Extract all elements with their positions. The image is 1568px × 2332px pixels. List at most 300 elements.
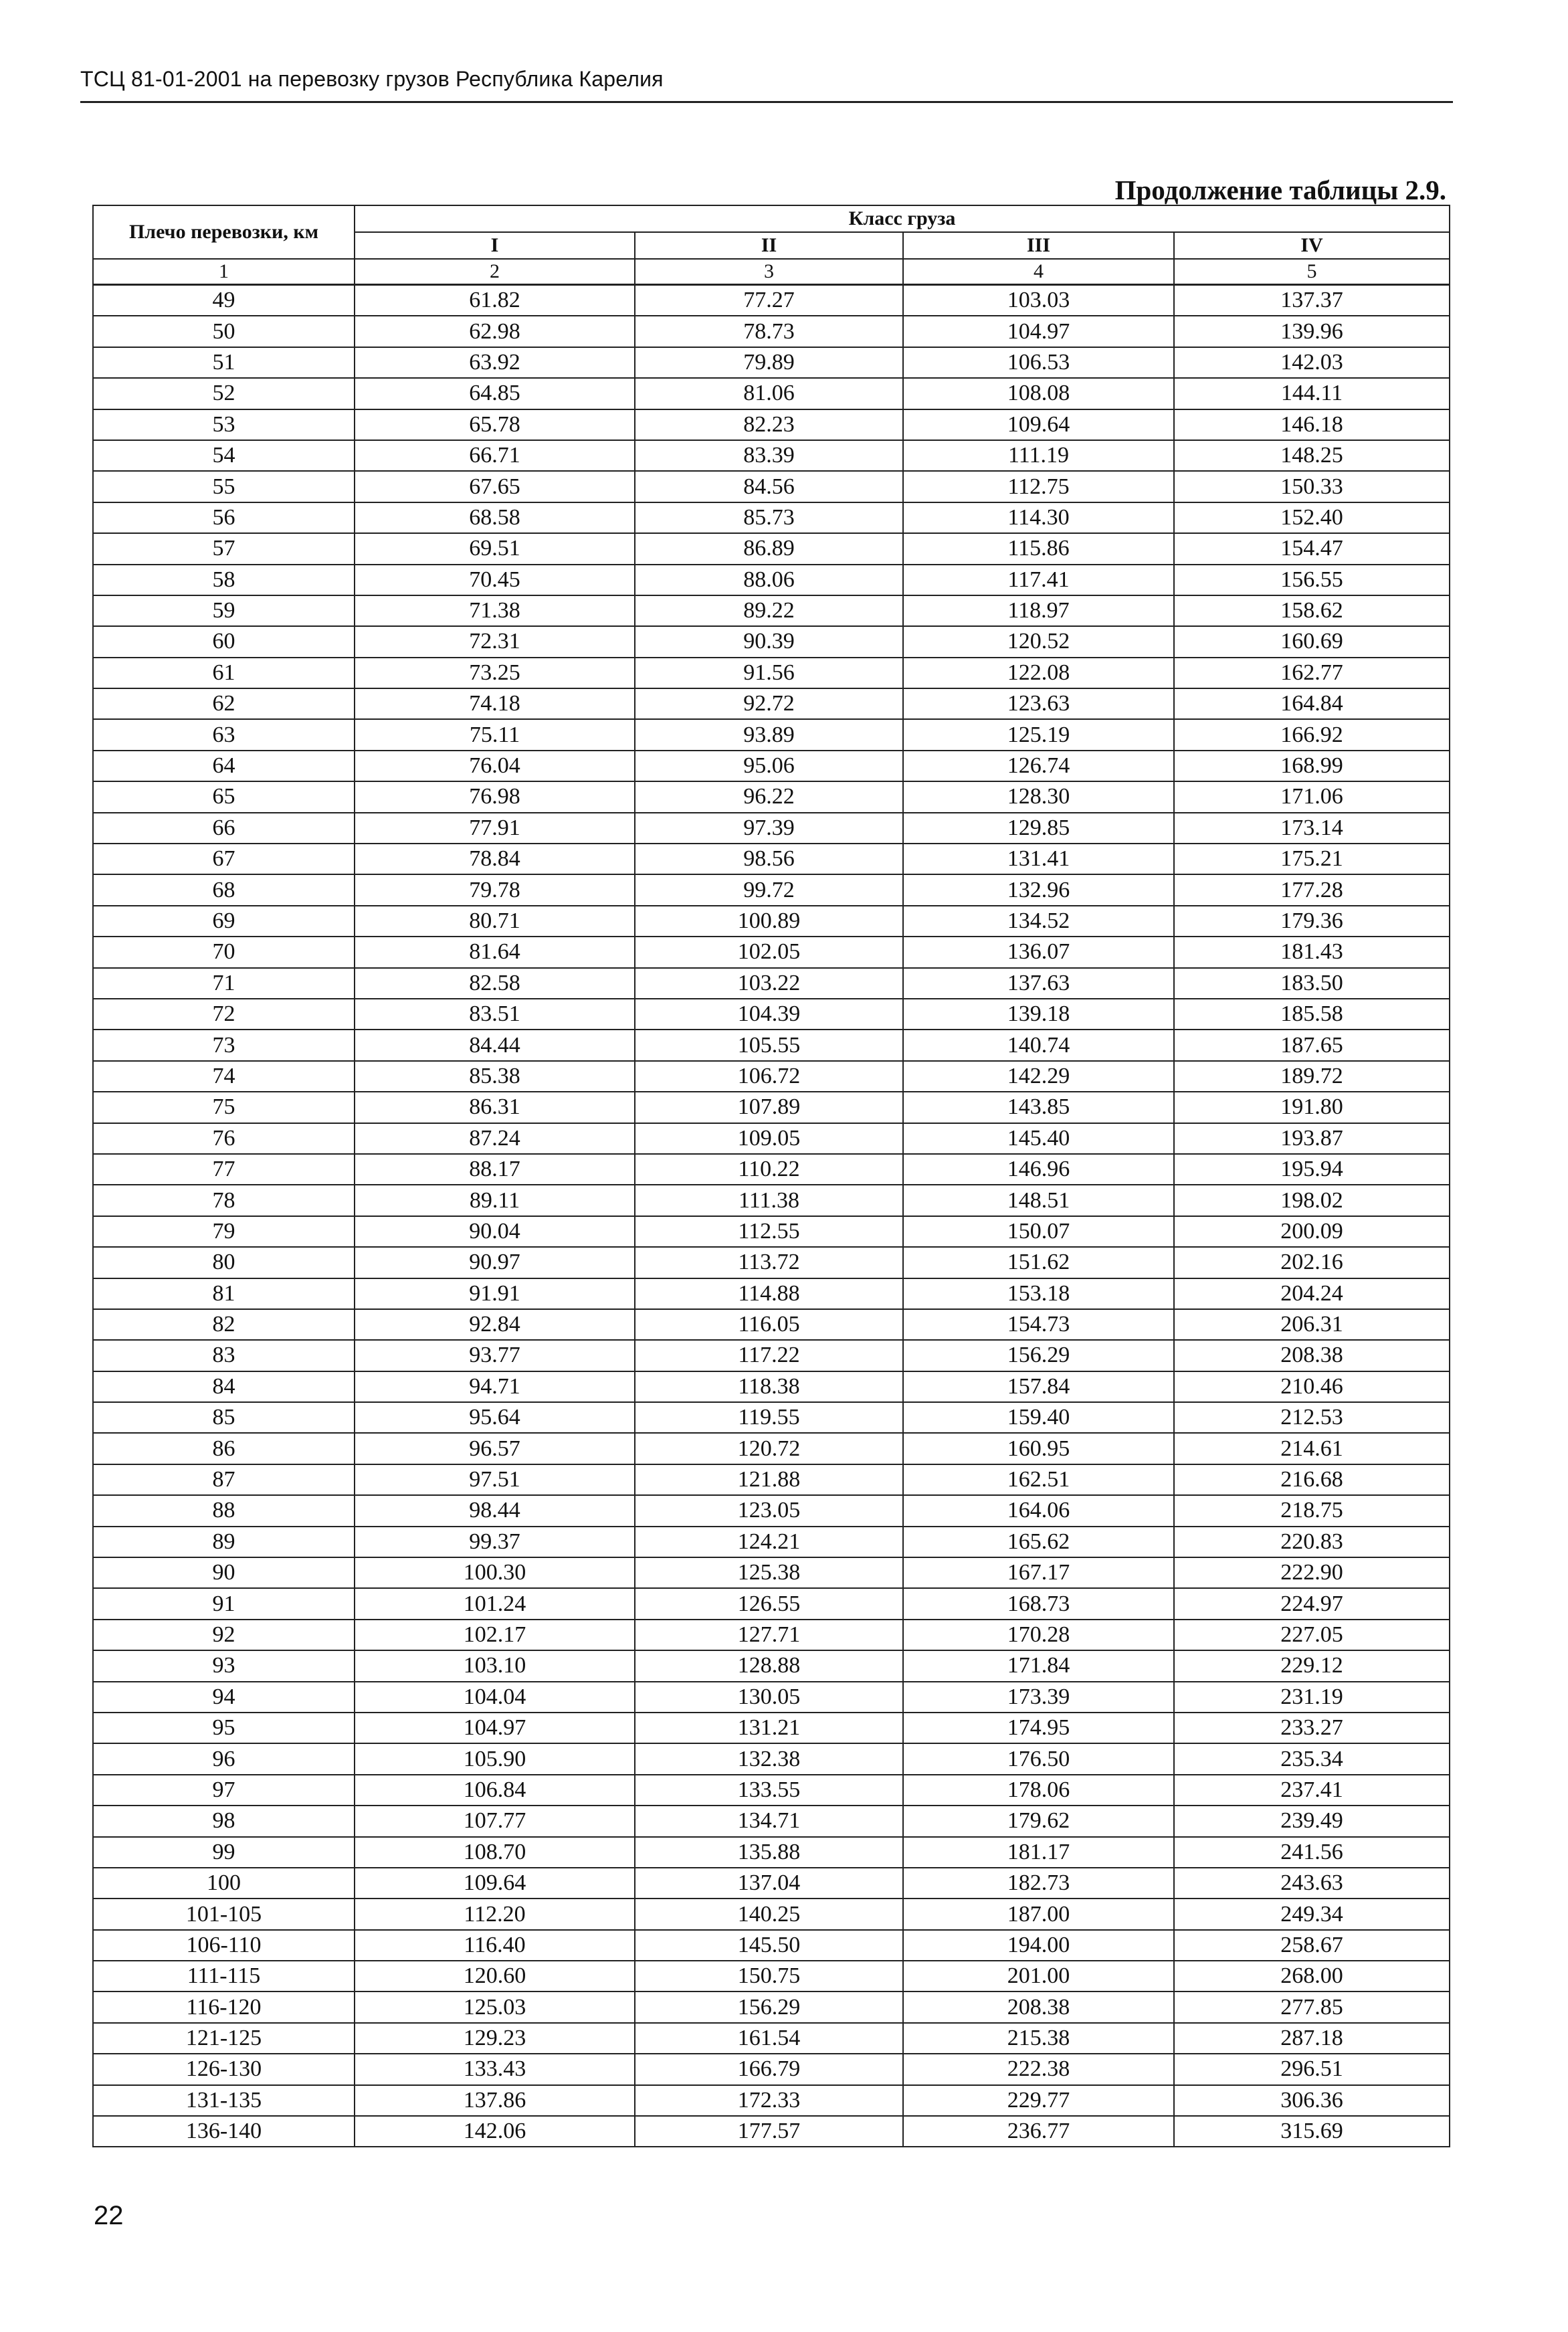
cell-class-1: 108.70 bbox=[355, 1837, 635, 1868]
table-row bbox=[93, 1837, 1450, 1868]
cell-class-1: 62.98 bbox=[355, 316, 635, 347]
cell-class-4: 173.14 bbox=[1174, 813, 1450, 844]
cell-class-2: 97.39 bbox=[635, 813, 903, 844]
cell-distance: 61 bbox=[93, 658, 355, 688]
header-class-2: II bbox=[635, 232, 903, 259]
cell-class-1: 79.78 bbox=[355, 874, 635, 905]
cell-class-3: 108.08 bbox=[903, 378, 1174, 409]
table-row bbox=[93, 874, 1450, 905]
cell-distance: 101-105 bbox=[93, 1899, 355, 1929]
cell-class-3: 170.28 bbox=[903, 1620, 1174, 1650]
cell-distance: 75 bbox=[93, 1092, 355, 1123]
cell-class-1: 93.77 bbox=[355, 1340, 635, 1371]
cell-class-4: 146.18 bbox=[1174, 409, 1450, 440]
table-row bbox=[93, 1806, 1450, 1836]
cell-class-2: 99.72 bbox=[635, 874, 903, 905]
cell-class-2: 150.75 bbox=[635, 1961, 903, 1991]
cell-class-4: 214.61 bbox=[1174, 1433, 1450, 1464]
cell-class-2: 77.27 bbox=[635, 285, 903, 316]
cell-class-1: 76.04 bbox=[355, 751, 635, 781]
cell-class-1: 71.38 bbox=[355, 595, 635, 626]
table-row bbox=[93, 440, 1450, 471]
cell-class-2: 156.29 bbox=[635, 1991, 903, 2022]
cell-class-4: 142.03 bbox=[1174, 347, 1450, 378]
cell-class-3: 109.64 bbox=[903, 409, 1174, 440]
cell-class-4: 193.87 bbox=[1174, 1123, 1450, 1154]
cell-class-1: 85.38 bbox=[355, 1061, 635, 1092]
cell-class-3: 136.07 bbox=[903, 937, 1174, 967]
table-caption: Продолжение таблицы 2.9. bbox=[1114, 175, 1446, 205]
cell-class-1: 125.03 bbox=[355, 1991, 635, 2022]
cell-class-3: 142.29 bbox=[903, 1061, 1174, 1092]
cell-distance: 72 bbox=[93, 999, 355, 1030]
cell-class-4: 315.69 bbox=[1174, 2116, 1450, 2147]
cell-class-4: 277.85 bbox=[1174, 1991, 1450, 2022]
cell-distance: 89 bbox=[93, 1527, 355, 1557]
cell-class-3: 156.29 bbox=[903, 1340, 1174, 1371]
cell-class-1: 94.71 bbox=[355, 1371, 635, 1402]
cell-class-4: 237.41 bbox=[1174, 1775, 1450, 1806]
cell-class-3: 178.06 bbox=[903, 1775, 1174, 1806]
cell-distance: 136-140 bbox=[93, 2116, 355, 2147]
header-class-3: III bbox=[903, 232, 1174, 259]
cell-class-1: 72.31 bbox=[355, 626, 635, 657]
cell-distance: 95 bbox=[93, 1713, 355, 1743]
cell-class-1: 100.30 bbox=[355, 1557, 635, 1588]
cell-class-3: 167.17 bbox=[903, 1557, 1174, 1588]
table-row bbox=[93, 502, 1450, 533]
cell-class-1: 101.24 bbox=[355, 1588, 635, 1619]
cell-class-3: 123.63 bbox=[903, 688, 1174, 719]
cell-class-1: 133.43 bbox=[355, 2054, 635, 2084]
cell-class-1: 77.91 bbox=[355, 813, 635, 844]
cell-class-3: 150.07 bbox=[903, 1216, 1174, 1247]
cell-class-2: 81.06 bbox=[635, 378, 903, 409]
cell-class-2: 121.88 bbox=[635, 1464, 903, 1495]
table-row bbox=[93, 595, 1450, 626]
table-row bbox=[93, 658, 1450, 688]
cell-class-4: 198.02 bbox=[1174, 1185, 1450, 1216]
cell-distance: 99 bbox=[93, 1837, 355, 1868]
tariff-table bbox=[92, 205, 1450, 2147]
cell-distance: 60 bbox=[93, 626, 355, 657]
cell-distance: 100 bbox=[93, 1868, 355, 1899]
cell-class-4: 164.84 bbox=[1174, 688, 1450, 719]
cell-distance: 54 bbox=[93, 440, 355, 471]
table-body bbox=[93, 285, 1450, 2147]
cell-distance: 65 bbox=[93, 781, 355, 812]
table-row bbox=[93, 471, 1450, 502]
cell-class-1: 107.77 bbox=[355, 1806, 635, 1836]
cell-distance: 70 bbox=[93, 937, 355, 967]
cell-class-4: 306.36 bbox=[1174, 2085, 1450, 2116]
cell-distance: 81 bbox=[93, 1278, 355, 1309]
cell-class-2: 166.79 bbox=[635, 2054, 903, 2084]
cell-class-3: 132.96 bbox=[903, 874, 1174, 905]
cell-class-4: 233.27 bbox=[1174, 1713, 1450, 1743]
cell-class-3: 162.51 bbox=[903, 1464, 1174, 1495]
cell-class-2: 91.56 bbox=[635, 658, 903, 688]
cell-class-3: 114.30 bbox=[903, 502, 1174, 533]
cell-class-4: 241.56 bbox=[1174, 1837, 1450, 1868]
cell-class-2: 172.33 bbox=[635, 2085, 903, 2116]
cell-class-3: 174.95 bbox=[903, 1713, 1174, 1743]
cell-class-1: 104.97 bbox=[355, 1713, 635, 1743]
cell-class-1: 89.11 bbox=[355, 1185, 635, 1216]
table-row bbox=[93, 1030, 1450, 1060]
cell-class-4: 189.72 bbox=[1174, 1061, 1450, 1092]
cell-class-1: 61.82 bbox=[355, 285, 635, 316]
cell-class-2: 126.55 bbox=[635, 1588, 903, 1619]
table-row bbox=[93, 937, 1450, 967]
cell-class-4: 296.51 bbox=[1174, 2054, 1450, 2084]
cell-class-2: 95.06 bbox=[635, 751, 903, 781]
cell-class-3: 126.74 bbox=[903, 751, 1174, 781]
table-row bbox=[93, 1123, 1450, 1154]
table-row bbox=[93, 316, 1450, 347]
cell-class-4: 231.19 bbox=[1174, 1682, 1450, 1713]
cell-class-2: 84.56 bbox=[635, 471, 903, 502]
cell-class-2: 110.22 bbox=[635, 1154, 903, 1185]
cell-class-3: 137.63 bbox=[903, 968, 1174, 999]
cell-distance: 87 bbox=[93, 1464, 355, 1495]
table-row bbox=[93, 1991, 1450, 2022]
table-row bbox=[93, 2085, 1450, 2116]
cell-class-3: 118.97 bbox=[903, 595, 1174, 626]
cell-distance: 62 bbox=[93, 688, 355, 719]
cell-class-1: 120.60 bbox=[355, 1961, 635, 1991]
cell-class-2: 128.88 bbox=[635, 1650, 903, 1681]
cell-class-2: 124.21 bbox=[635, 1527, 903, 1557]
cell-class-4: 191.80 bbox=[1174, 1092, 1450, 1123]
cell-class-1: 67.65 bbox=[355, 471, 635, 502]
cell-class-4: 162.77 bbox=[1174, 658, 1450, 688]
cell-class-3: 229.77 bbox=[903, 2085, 1174, 2116]
cell-class-4: 183.50 bbox=[1174, 968, 1450, 999]
cell-distance: 57 bbox=[93, 533, 355, 564]
cell-class-1: 106.84 bbox=[355, 1775, 635, 1806]
cell-class-1: 103.10 bbox=[355, 1650, 635, 1681]
cell-class-1: 81.64 bbox=[355, 937, 635, 967]
cell-class-4: 150.33 bbox=[1174, 471, 1450, 502]
column-number: 4 bbox=[903, 259, 1174, 285]
cell-distance: 55 bbox=[93, 471, 355, 502]
column-number: 5 bbox=[1174, 259, 1450, 285]
table-row bbox=[93, 906, 1450, 937]
cell-distance: 66 bbox=[93, 813, 355, 844]
cell-class-2: 135.88 bbox=[635, 1837, 903, 1868]
cell-class-4: 168.99 bbox=[1174, 751, 1450, 781]
header-class-4: IV bbox=[1174, 232, 1450, 259]
cell-class-3: 171.84 bbox=[903, 1650, 1174, 1681]
table-row bbox=[93, 2116, 1450, 2147]
cell-class-3: 215.38 bbox=[903, 2023, 1174, 2054]
table-row bbox=[93, 719, 1450, 750]
cell-class-1: 75.11 bbox=[355, 719, 635, 750]
cell-class-2: 140.25 bbox=[635, 1899, 903, 1929]
cell-class-1: 70.45 bbox=[355, 565, 635, 595]
table-row bbox=[93, 2054, 1450, 2084]
cell-class-4: 152.40 bbox=[1174, 502, 1450, 533]
cell-class-1: 90.97 bbox=[355, 1247, 635, 1278]
table-row bbox=[93, 1650, 1450, 1681]
cell-class-3: 164.06 bbox=[903, 1495, 1174, 1526]
cell-class-4: 204.24 bbox=[1174, 1278, 1450, 1309]
cell-class-4: 206.31 bbox=[1174, 1309, 1450, 1340]
cell-class-4: 195.94 bbox=[1174, 1154, 1450, 1185]
cell-class-1: 63.92 bbox=[355, 347, 635, 378]
cell-class-2: 116.05 bbox=[635, 1309, 903, 1340]
table-row bbox=[93, 1340, 1450, 1371]
table-row bbox=[93, 285, 1450, 316]
cell-class-1: 112.20 bbox=[355, 1899, 635, 1929]
cell-class-3: 145.40 bbox=[903, 1123, 1174, 1154]
cell-class-1: 69.51 bbox=[355, 533, 635, 564]
cell-class-2: 86.89 bbox=[635, 533, 903, 564]
cell-class-4: 185.58 bbox=[1174, 999, 1450, 1030]
table-row bbox=[93, 1899, 1450, 1929]
cell-class-4: 243.63 bbox=[1174, 1868, 1450, 1899]
cell-distance: 92 bbox=[93, 1620, 355, 1650]
cell-distance: 74 bbox=[93, 1061, 355, 1092]
cell-class-4: 156.55 bbox=[1174, 565, 1450, 595]
cell-class-1: 95.64 bbox=[355, 1402, 635, 1433]
page-number: 22 bbox=[94, 2201, 124, 2230]
cell-class-1: 142.06 bbox=[355, 2116, 635, 2147]
cell-class-3: 134.52 bbox=[903, 906, 1174, 937]
cell-class-1: 91.91 bbox=[355, 1278, 635, 1309]
cell-distance: 106-110 bbox=[93, 1930, 355, 1961]
cell-class-2: 132.38 bbox=[635, 1743, 903, 1774]
cell-distance: 58 bbox=[93, 565, 355, 595]
cell-class-2: 103.22 bbox=[635, 968, 903, 999]
cell-class-1: 129.23 bbox=[355, 2023, 635, 2054]
table-row bbox=[93, 1433, 1450, 1464]
cell-distance: 97 bbox=[93, 1775, 355, 1806]
cell-distance: 68 bbox=[93, 874, 355, 905]
cell-distance: 82 bbox=[93, 1309, 355, 1340]
cell-distance: 56 bbox=[93, 502, 355, 533]
cell-distance: 53 bbox=[93, 409, 355, 440]
cell-class-4: 249.34 bbox=[1174, 1899, 1450, 1929]
cell-class-2: 134.71 bbox=[635, 1806, 903, 1836]
cell-class-2: 107.89 bbox=[635, 1092, 903, 1123]
cell-distance: 51 bbox=[93, 347, 355, 378]
table-row bbox=[93, 1216, 1450, 1247]
cell-distance: 71 bbox=[93, 968, 355, 999]
cell-class-2: 119.55 bbox=[635, 1402, 903, 1433]
cell-class-2: 112.55 bbox=[635, 1216, 903, 1247]
cell-class-2: 161.54 bbox=[635, 2023, 903, 2054]
cell-class-4: 158.62 bbox=[1174, 595, 1450, 626]
table-row bbox=[93, 565, 1450, 595]
table-row bbox=[93, 813, 1450, 844]
cell-class-4: 154.47 bbox=[1174, 533, 1450, 564]
cell-distance: 116-120 bbox=[93, 1991, 355, 2022]
cell-class-2: 93.89 bbox=[635, 719, 903, 750]
cell-class-1: 78.84 bbox=[355, 844, 635, 874]
table-row bbox=[93, 1278, 1450, 1309]
cell-class-3: 154.73 bbox=[903, 1309, 1174, 1340]
cell-class-3: 106.53 bbox=[903, 347, 1174, 378]
cell-class-3: 112.75 bbox=[903, 471, 1174, 502]
cell-class-1: 105.90 bbox=[355, 1743, 635, 1774]
cell-distance: 76 bbox=[93, 1123, 355, 1154]
cell-class-2: 82.23 bbox=[635, 409, 903, 440]
cell-class-1: 109.64 bbox=[355, 1868, 635, 1899]
header-cargo-class: Класс груза bbox=[355, 205, 1450, 232]
cell-class-2: 104.39 bbox=[635, 999, 903, 1030]
cell-class-2: 113.72 bbox=[635, 1247, 903, 1278]
cell-class-3: 146.96 bbox=[903, 1154, 1174, 1185]
table-row bbox=[93, 626, 1450, 657]
cell-distance: 121-125 bbox=[93, 2023, 355, 2054]
table-row bbox=[93, 1464, 1450, 1495]
cell-class-4: 160.69 bbox=[1174, 626, 1450, 657]
cell-class-3: 148.51 bbox=[903, 1185, 1174, 1216]
cell-class-1: 99.37 bbox=[355, 1527, 635, 1557]
column-number: 3 bbox=[635, 259, 903, 285]
cell-class-2: 106.72 bbox=[635, 1061, 903, 1092]
cell-distance: 83 bbox=[93, 1340, 355, 1371]
cell-class-2: 89.22 bbox=[635, 595, 903, 626]
cell-class-4: 166.92 bbox=[1174, 719, 1450, 750]
cell-class-4: 287.18 bbox=[1174, 2023, 1450, 2054]
cell-distance: 78 bbox=[93, 1185, 355, 1216]
cell-class-2: 111.38 bbox=[635, 1185, 903, 1216]
cell-class-1: 73.25 bbox=[355, 658, 635, 688]
cell-class-3: 115.86 bbox=[903, 533, 1174, 564]
cell-class-1: 80.71 bbox=[355, 906, 635, 937]
cell-class-2: 90.39 bbox=[635, 626, 903, 657]
cell-class-3: 179.62 bbox=[903, 1806, 1174, 1836]
cell-class-2: 92.72 bbox=[635, 688, 903, 719]
cell-class-4: 210.46 bbox=[1174, 1371, 1450, 1402]
cell-class-3: 111.19 bbox=[903, 440, 1174, 471]
cell-class-4: 216.68 bbox=[1174, 1464, 1450, 1495]
cell-class-4: 171.06 bbox=[1174, 781, 1450, 812]
cell-class-2: 83.39 bbox=[635, 440, 903, 471]
cell-class-4: 177.28 bbox=[1174, 874, 1450, 905]
cell-distance: 50 bbox=[93, 316, 355, 347]
cell-class-1: 64.85 bbox=[355, 378, 635, 409]
table-row bbox=[93, 1527, 1450, 1557]
table-row bbox=[93, 1402, 1450, 1433]
cell-distance: 85 bbox=[93, 1402, 355, 1433]
cell-class-1: 88.17 bbox=[355, 1154, 635, 1185]
cell-class-1: 104.04 bbox=[355, 1682, 635, 1713]
table-row bbox=[93, 1743, 1450, 1774]
table-row bbox=[93, 781, 1450, 812]
cell-class-2: 130.05 bbox=[635, 1682, 903, 1713]
cell-class-2: 177.57 bbox=[635, 2116, 903, 2147]
cell-class-1: 92.84 bbox=[355, 1309, 635, 1340]
cell-class-3: 139.18 bbox=[903, 999, 1174, 1030]
cell-class-4: 235.34 bbox=[1174, 1743, 1450, 1774]
cell-class-3: 122.08 bbox=[903, 658, 1174, 688]
cell-class-1: 65.78 bbox=[355, 409, 635, 440]
cell-class-1: 98.44 bbox=[355, 1495, 635, 1526]
cell-distance: 126-130 bbox=[93, 2054, 355, 2084]
cell-class-4: 212.53 bbox=[1174, 1402, 1450, 1433]
cell-class-4: 268.00 bbox=[1174, 1961, 1450, 1991]
cell-class-1: 74.18 bbox=[355, 688, 635, 719]
cell-class-2: 102.05 bbox=[635, 937, 903, 967]
cell-class-4: 148.25 bbox=[1174, 440, 1450, 471]
cell-class-3: 208.38 bbox=[903, 1991, 1174, 2022]
table-row bbox=[93, 1868, 1450, 1899]
cell-class-3: 140.74 bbox=[903, 1030, 1174, 1060]
cell-class-4: 179.36 bbox=[1174, 906, 1450, 937]
cell-class-2: 127.71 bbox=[635, 1620, 903, 1650]
cell-distance: 67 bbox=[93, 844, 355, 874]
cell-class-2: 100.89 bbox=[635, 906, 903, 937]
cell-class-4: 229.12 bbox=[1174, 1650, 1450, 1681]
cell-distance: 96 bbox=[93, 1743, 355, 1774]
cell-class-3: 131.41 bbox=[903, 844, 1174, 874]
cell-distance: 59 bbox=[93, 595, 355, 626]
cell-class-2: 79.89 bbox=[635, 347, 903, 378]
table-row bbox=[93, 1495, 1450, 1526]
cell-distance: 131-135 bbox=[93, 2085, 355, 2116]
cell-class-3: 104.97 bbox=[903, 316, 1174, 347]
cell-class-3: 176.50 bbox=[903, 1743, 1174, 1774]
header-distance: Плечо перевозки, км bbox=[93, 205, 355, 259]
table-row bbox=[93, 968, 1450, 999]
cell-class-1: 66.71 bbox=[355, 440, 635, 471]
cell-class-3: 160.95 bbox=[903, 1433, 1174, 1464]
cell-distance: 94 bbox=[93, 1682, 355, 1713]
cell-class-4: 137.37 bbox=[1174, 285, 1450, 316]
cell-class-1: 82.58 bbox=[355, 968, 635, 999]
cell-class-2: 105.55 bbox=[635, 1030, 903, 1060]
cell-class-1: 102.17 bbox=[355, 1620, 635, 1650]
cell-distance: 84 bbox=[93, 1371, 355, 1402]
running-header: ТСЦ 81-01-2001 на перевозку грузов Республика Карелия bbox=[80, 67, 664, 91]
cell-class-3: 117.41 bbox=[903, 565, 1174, 595]
table-row bbox=[93, 1154, 1450, 1185]
cell-class-4: 202.16 bbox=[1174, 1247, 1450, 1278]
cell-distance: 88 bbox=[93, 1495, 355, 1526]
cell-class-1: 137.86 bbox=[355, 2085, 635, 2116]
cell-class-3: 181.17 bbox=[903, 1837, 1174, 1868]
cell-class-3: 151.62 bbox=[903, 1247, 1174, 1278]
cell-class-4: 139.96 bbox=[1174, 316, 1450, 347]
cell-class-3: 128.30 bbox=[903, 781, 1174, 812]
cell-class-4: 175.21 bbox=[1174, 844, 1450, 874]
cell-distance: 111-115 bbox=[93, 1961, 355, 1991]
table-row bbox=[93, 1092, 1450, 1123]
cell-class-4: 227.05 bbox=[1174, 1620, 1450, 1650]
cell-class-4: 181.43 bbox=[1174, 937, 1450, 967]
cell-distance: 77 bbox=[93, 1154, 355, 1185]
table-row bbox=[93, 751, 1450, 781]
cell-class-2: 123.05 bbox=[635, 1495, 903, 1526]
column-number: 2 bbox=[355, 259, 635, 285]
cell-distance: 93 bbox=[93, 1650, 355, 1681]
cell-class-4: 222.90 bbox=[1174, 1557, 1450, 1588]
cell-distance: 73 bbox=[93, 1030, 355, 1060]
table-row bbox=[93, 409, 1450, 440]
cell-class-1: 86.31 bbox=[355, 1092, 635, 1123]
cell-class-4: 258.67 bbox=[1174, 1930, 1450, 1961]
cell-class-2: 85.73 bbox=[635, 502, 903, 533]
cell-class-4: 187.65 bbox=[1174, 1030, 1450, 1060]
cell-class-3: 201.00 bbox=[903, 1961, 1174, 1991]
cell-class-1: 87.24 bbox=[355, 1123, 635, 1154]
cell-distance: 80 bbox=[93, 1247, 355, 1278]
cell-class-2: 131.21 bbox=[635, 1713, 903, 1743]
